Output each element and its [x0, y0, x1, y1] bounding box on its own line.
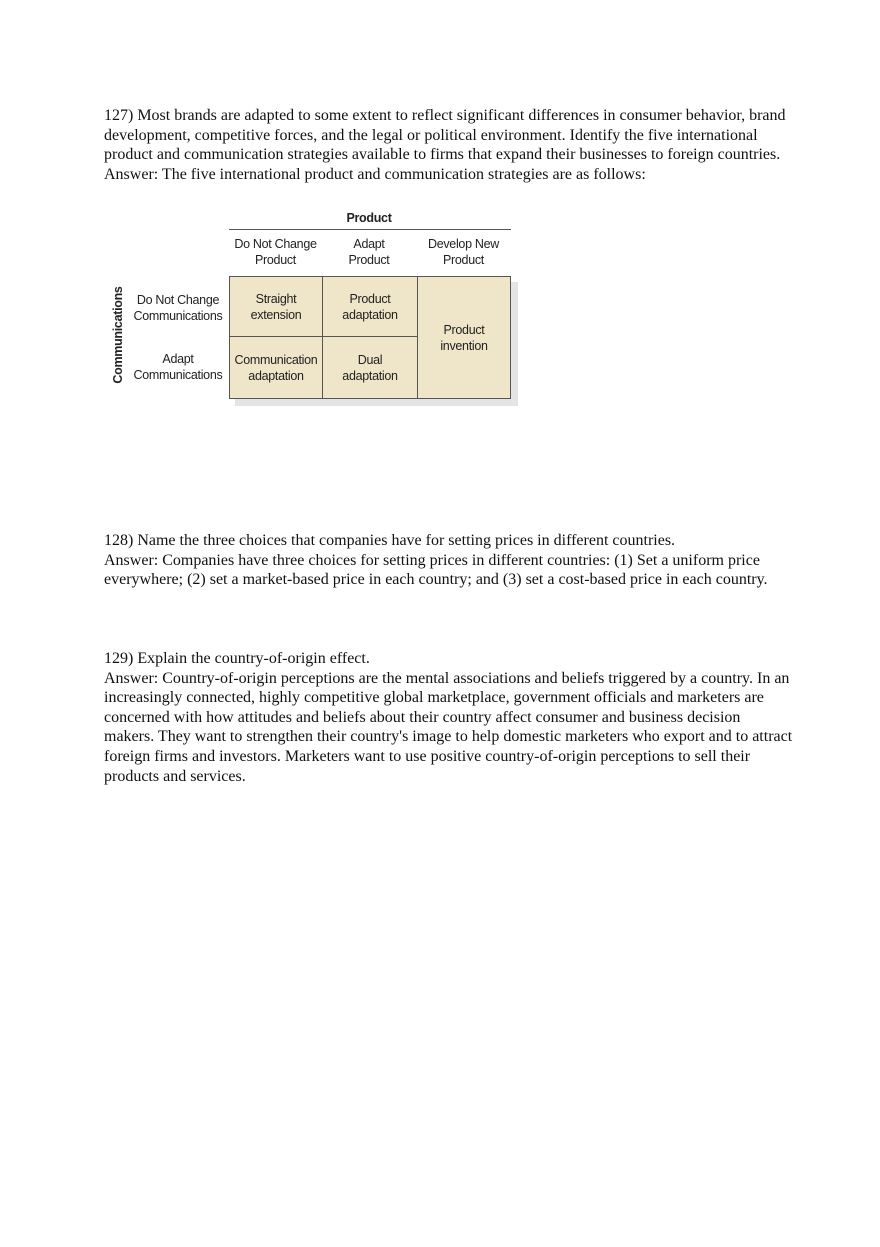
- column-header: Adapt Product: [348, 237, 390, 267]
- question-128: [104, 531, 794, 590]
- column-header: Develop New Product: [427, 237, 500, 267]
- answer-text: Answer: Companies have three choices for setting prices in different countries: (1) Set a uniform price everywhere; (2) set a market-based price in each country; and (3) set a cost-based price in each country.: [104, 551, 768, 589]
- answer-text: Answer: The five international product and communication strategies are as follows:: [104, 165, 646, 183]
- cell-product-adaptation: Product adaptation: [322, 276, 418, 337]
- header-divider: [229, 229, 511, 230]
- question-text: 129) Explain the country-of-origin effect.: [104, 650, 370, 667]
- cell-product-invention: Product invention: [417, 276, 511, 399]
- communications-axis-title: Communications: [111, 286, 125, 384]
- question-127: [104, 106, 794, 184]
- row-header: Do Not Change Communications: [133, 293, 223, 323]
- question-text: 127) Most brands are adapted to some extent to reflect significant differences in consumer behavior, brand development, competitive forces, and the legal or political environment. Identify the five international product and communication strategies available to firms that expand their businesses to foreign countries.: [104, 107, 786, 164]
- cell-straight-extension: Straight extension: [229, 276, 323, 337]
- cell-communication-adaptation: Communication adaptation: [229, 336, 323, 399]
- question-129: [104, 649, 794, 786]
- question-text: 128) Name the three choices that companies have for setting prices in different countries.: [104, 532, 676, 549]
- row-header: Adapt Communications: [133, 352, 223, 382]
- column-header: Do Not Change Product: [234, 237, 317, 267]
- cell-dual-adaptation: Dual adaptation: [322, 336, 418, 399]
- answer-text: Answer: Country-of-origin perceptions are the mental associations and beliefs triggered by a country. In an increasingly connected, highly competitive global marketplace, government officials and marketers are concerned with how attitudes and beliefs about their country affect consumer and business decision makers. They want to strengthen their country's image to help domestic marketers who export and to attract foreign firms and investors. Marketers want to use positive country-of-origin perceptions to sell their products and services.: [104, 669, 793, 785]
- product-axis-title: Product: [346, 211, 392, 225]
